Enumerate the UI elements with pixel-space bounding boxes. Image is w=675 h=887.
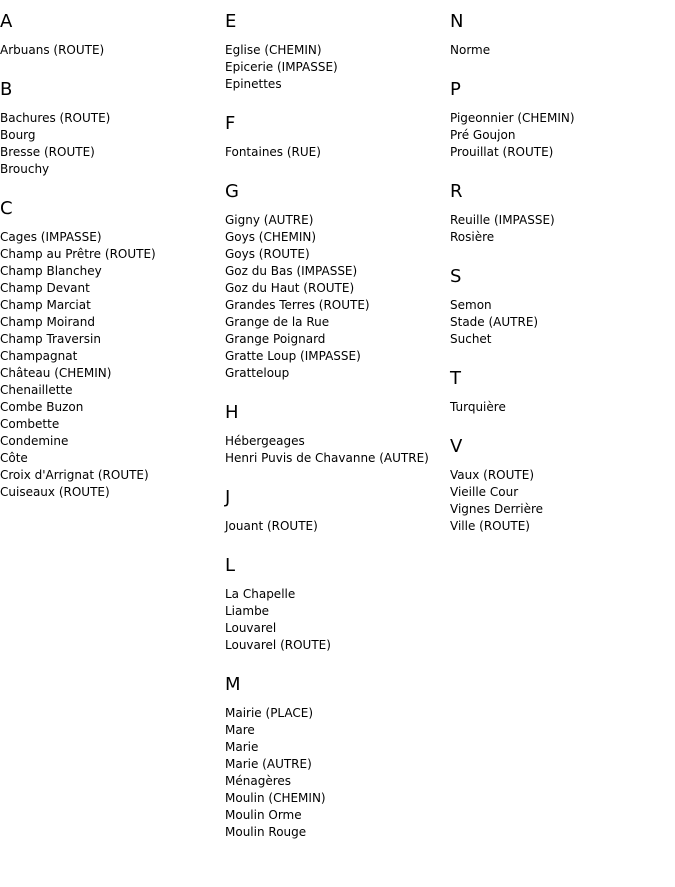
street-item[interactable]: Norme bbox=[450, 43, 491, 57]
letter-heading: H bbox=[225, 402, 239, 423]
letter-heading: T bbox=[450, 368, 461, 389]
letter-group bbox=[450, 436, 675, 535]
street-item[interactable]: Turquière bbox=[450, 400, 506, 414]
letter-group bbox=[450, 11, 675, 59]
street-item[interactable]: Chenaillette bbox=[0, 383, 73, 397]
street-item[interactable]: Gigny (AUTRE) bbox=[225, 213, 314, 227]
letter-heading: P bbox=[450, 79, 461, 100]
street-item[interactable]: Bachures (ROUTE) bbox=[0, 111, 111, 125]
street-item[interactable]: Marie (AUTRE) bbox=[225, 757, 312, 771]
street-item[interactable]: Rosière bbox=[450, 230, 495, 244]
street-item[interactable]: Goys (CHEMIN) bbox=[225, 230, 317, 244]
street-item[interactable]: Vieille Cour bbox=[450, 485, 519, 499]
letter-heading: S bbox=[450, 266, 462, 287]
letter-heading: V bbox=[450, 436, 463, 457]
street-item[interactable]: Vaux (ROUTE) bbox=[450, 468, 534, 482]
street-list bbox=[450, 110, 675, 161]
street-item[interactable]: Fontaines (RUE) bbox=[225, 145, 321, 159]
street-item[interactable]: Grandes Terres (ROUTE) bbox=[225, 298, 370, 312]
street-list bbox=[225, 433, 450, 467]
letter-group bbox=[225, 402, 450, 467]
street-item[interactable]: Arbuans (ROUTE) bbox=[0, 43, 105, 57]
street-item[interactable]: Pré Goujon bbox=[450, 128, 516, 142]
street-item[interactable]: Champagnat bbox=[0, 349, 78, 363]
street-item[interactable]: Stade (AUTRE) bbox=[450, 315, 539, 329]
letter-group bbox=[0, 79, 225, 178]
letter-group bbox=[450, 368, 675, 416]
street-item[interactable]: Grange Poignard bbox=[225, 332, 326, 346]
street-list bbox=[450, 42, 675, 59]
letter-heading: E bbox=[225, 11, 237, 32]
street-list bbox=[0, 229, 225, 501]
letter-group bbox=[225, 181, 450, 382]
street-item[interactable]: Mairie (PLACE) bbox=[225, 706, 314, 720]
street-item[interactable]: Louvarel (ROUTE) bbox=[225, 638, 331, 652]
letter-group bbox=[450, 181, 675, 246]
street-item[interactable]: Champ Marciat bbox=[0, 298, 91, 312]
street-item[interactable]: Reuille (IMPASSE) bbox=[450, 213, 555, 227]
letter-group bbox=[225, 487, 450, 535]
street-list bbox=[225, 586, 450, 654]
street-item[interactable]: Moulin Rouge bbox=[225, 825, 307, 839]
street-item[interactable]: Liambe bbox=[225, 604, 270, 618]
letter-heading: R bbox=[450, 181, 463, 202]
street-item[interactable]: Combette bbox=[0, 417, 60, 431]
street-item[interactable]: Goz du Bas (IMPASSE) bbox=[225, 264, 358, 278]
street-item[interactable]: Château (CHEMIN) bbox=[0, 366, 112, 380]
letter-group bbox=[225, 674, 450, 841]
street-list bbox=[225, 518, 450, 535]
street-item[interactable]: Ville (ROUTE) bbox=[450, 519, 530, 533]
street-item[interactable]: Bourg bbox=[0, 128, 36, 142]
street-list bbox=[450, 467, 675, 535]
street-item[interactable]: Croix d'Arrignat (ROUTE) bbox=[0, 468, 149, 482]
street-list bbox=[450, 399, 675, 416]
letter-group bbox=[225, 555, 450, 654]
street-item[interactable]: Champ Traversin bbox=[0, 332, 101, 346]
letter-group bbox=[225, 11, 450, 93]
letter-group bbox=[0, 11, 225, 59]
index-column bbox=[225, 0, 450, 861]
letter-group bbox=[450, 266, 675, 348]
street-item[interactable]: Condemine bbox=[0, 434, 69, 448]
street-item[interactable]: Vignes Derrière bbox=[450, 502, 543, 516]
letter-heading: F bbox=[225, 113, 236, 134]
index-column bbox=[450, 0, 675, 555]
street-item[interactable]: Epicerie (IMPASSE) bbox=[225, 60, 338, 74]
letter-heading: G bbox=[225, 181, 239, 202]
street-item[interactable]: Prouillat (ROUTE) bbox=[450, 145, 554, 159]
street-item[interactable]: Champ Blanchey bbox=[0, 264, 102, 278]
street-item[interactable]: Henri Puvis de Chavanne (AUTRE) bbox=[225, 451, 429, 465]
street-item[interactable]: Champ au Prêtre (ROUTE) bbox=[0, 247, 156, 261]
street-list bbox=[225, 42, 450, 93]
index-column bbox=[0, 0, 225, 521]
letter-group bbox=[225, 113, 450, 161]
street-item[interactable]: Combe Buzon bbox=[0, 400, 84, 414]
street-list bbox=[0, 110, 225, 178]
street-item[interactable]: Brouchy bbox=[0, 162, 50, 176]
street-item[interactable]: Moulin Orme bbox=[225, 808, 302, 822]
street-item[interactable]: Eglise (CHEMIN) bbox=[225, 43, 322, 57]
street-item[interactable]: Goz du Haut (ROUTE) bbox=[225, 281, 355, 295]
street-item[interactable]: Champ Moirand bbox=[0, 315, 95, 329]
street-item[interactable]: Louvarel bbox=[225, 621, 277, 635]
street-list bbox=[225, 212, 450, 382]
letter-heading: A bbox=[0, 11, 13, 32]
street-item[interactable]: Hébergeages bbox=[225, 434, 305, 448]
street-item[interactable]: Marie bbox=[225, 740, 259, 754]
letter-group bbox=[0, 198, 225, 501]
street-item[interactable]: Mare bbox=[225, 723, 255, 737]
street-item[interactable]: Gratteloup bbox=[225, 366, 290, 380]
street-item[interactable]: Bresse (ROUTE) bbox=[0, 145, 95, 159]
street-item[interactable]: Grange de la Rue bbox=[225, 315, 330, 329]
street-item[interactable]: Pigeonnier (CHEMIN) bbox=[450, 111, 575, 125]
street-item[interactable]: Jouant (ROUTE) bbox=[225, 519, 318, 533]
street-item[interactable]: La Chapelle bbox=[225, 587, 296, 601]
street-list bbox=[450, 297, 675, 348]
street-item[interactable]: Semon bbox=[450, 298, 492, 312]
letter-heading: C bbox=[0, 198, 13, 219]
letter-group bbox=[450, 79, 675, 161]
street-item[interactable]: Moulin (CHEMIN) bbox=[225, 791, 326, 805]
street-list bbox=[0, 42, 225, 59]
street-list bbox=[225, 144, 450, 161]
street-list bbox=[225, 705, 450, 841]
letter-heading: M bbox=[225, 674, 241, 695]
street-item[interactable]: Cages (IMPASSE) bbox=[0, 230, 102, 244]
street-item[interactable]: Cuiseaux (ROUTE) bbox=[0, 485, 110, 499]
street-list bbox=[450, 212, 675, 246]
street-item[interactable]: Gratte Loup (IMPASSE) bbox=[225, 349, 361, 363]
letter-heading: L bbox=[225, 555, 236, 576]
street-item[interactable]: Ménagères bbox=[225, 774, 291, 788]
street-item[interactable]: Suchet bbox=[450, 332, 492, 346]
letter-heading: J bbox=[225, 487, 231, 508]
letter-heading: B bbox=[0, 79, 13, 100]
street-item[interactable]: Epinettes bbox=[225, 77, 282, 91]
street-item[interactable]: Champ Devant bbox=[0, 281, 90, 295]
letter-heading: N bbox=[450, 11, 464, 32]
street-item[interactable]: Côte bbox=[0, 451, 28, 465]
street-item[interactable]: Goys (ROUTE) bbox=[225, 247, 310, 261]
